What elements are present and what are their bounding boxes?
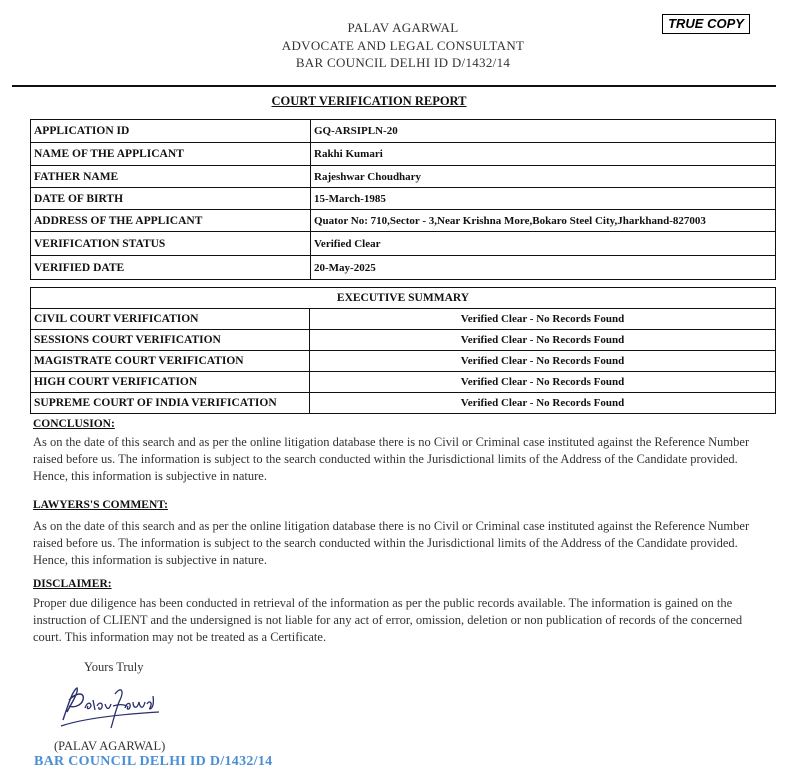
detail-row-father-name: [31, 166, 776, 188]
disclaimer-heading: DISCLAIMER:: [33, 578, 112, 590]
summary-row-magistrate-court: [31, 351, 776, 372]
signatory-name: (PALAV AGARWAL): [54, 739, 166, 753]
header-divider: [12, 85, 776, 87]
summary-label: CIVIL COURT VERIFICATION: [31, 309, 310, 330]
signatory-bar-id: BAR COUNCIL DELHI ID D/1432/14: [34, 754, 273, 769]
detail-row-applicant-name: [31, 143, 776, 166]
detail-value: GQ-ARSIPLN-20: [311, 120, 776, 143]
summary-row-high-court: [31, 372, 776, 393]
detail-value: Rakhi Kumari: [311, 143, 776, 166]
detail-label: ADDRESS OF THE APPLICANT: [31, 210, 311, 232]
summary-row-sessions-court: [31, 330, 776, 351]
summary-label: MAGISTRATE COURT VERIFICATION: [31, 351, 310, 372]
detail-value: 20-May-2025: [311, 256, 776, 280]
summary-value: Verified Clear - No Records Found: [310, 393, 776, 414]
lawyers-comment-heading: LAWYERS'S COMMENT:: [33, 499, 168, 511]
summary-label: SESSIONS COURT VERIFICATION: [31, 330, 310, 351]
closing-text: Yours Truly: [84, 660, 144, 674]
letterhead-designation: ADVOCATE AND LEGAL CONSULTANT: [281, 38, 525, 53]
detail-value: Rajeshwar Choudhary: [311, 166, 776, 188]
detail-value: 15-March-1985: [311, 188, 776, 210]
detail-label: DATE OF BIRTH: [31, 188, 311, 210]
detail-row-verified-date: [31, 256, 776, 280]
executive-summary-table: [30, 287, 776, 414]
conclusion-text: As on the date of this search and as per the online litigation database there is no Civil or Criminal case instituted against the Reference Number raised before us. The information is subject to the search conducted within the Jurisdictional limits of the Address of the Candidate provided. Hence, this information is subjective in nature.: [33, 435, 750, 483]
summary-row-supreme-court: [31, 393, 776, 414]
lawyers-comment-text: As on the date of this search and as per the online litigation database there is no Civil or Criminal case instituted against the Reference Number raised before us. The information is subject to the search conducted within the Jurisdictional limits of the Address of the Candidate provided. Hence, this information is subjective in nature.: [33, 519, 750, 567]
detail-label: FATHER NAME: [31, 166, 311, 188]
detail-label: APPLICATION ID: [31, 120, 311, 143]
summary-heading: EXECUTIVE SUMMARY: [31, 288, 776, 309]
detail-label: VERIFICATION STATUS: [31, 232, 311, 256]
summary-value: Verified Clear - No Records Found: [310, 351, 776, 372]
detail-label: VERIFIED DATE: [31, 256, 311, 280]
summary-row-civil-court: [31, 309, 776, 330]
detail-value: Verified Clear: [311, 232, 776, 256]
detail-row-date-of-birth: [31, 188, 776, 210]
disclaimer-text: Proper due diligence has been conducted in retrieval of the information as per the public records available. The information is gained on the instruction of CLIENT and the undersigned is not liable for any act of error, omission, deletion or non publication of records of the concerned court. This information may not be treated as a Certificate.: [33, 596, 743, 644]
summary-label: HIGH COURT VERIFICATION: [31, 372, 310, 393]
detail-row-address: [31, 210, 776, 232]
summary-header-row: [31, 288, 776, 309]
summary-label: SUPREME COURT OF INDIA VERIFICATION: [31, 393, 310, 414]
letterhead-name: PALAV AGARWAL: [347, 20, 459, 35]
letterhead-bar-id: BAR COUNCIL DELHI ID D/1432/14: [295, 55, 511, 70]
summary-value: Verified Clear - No Records Found: [310, 330, 776, 351]
conclusion-heading: CONCLUSION:: [33, 418, 115, 430]
summary-value: Verified Clear - No Records Found: [310, 372, 776, 393]
detail-row-verification-status: [31, 232, 776, 256]
report-title: COURT VERIFICATION REPORT: [271, 94, 467, 108]
detail-label: NAME OF THE APPLICANT: [31, 143, 311, 166]
handwritten-signature: [55, 682, 165, 730]
applicant-details-table: [30, 119, 776, 280]
detail-row-application-id: [31, 120, 776, 143]
detail-value: Quator No: 710,Sector - 3,Near Krishna More,Bokaro Steel City,Jharkhand-827003: [311, 210, 776, 232]
true-copy-stamp: TRUE COPY: [662, 14, 750, 34]
summary-value: Verified Clear - No Records Found: [310, 309, 776, 330]
